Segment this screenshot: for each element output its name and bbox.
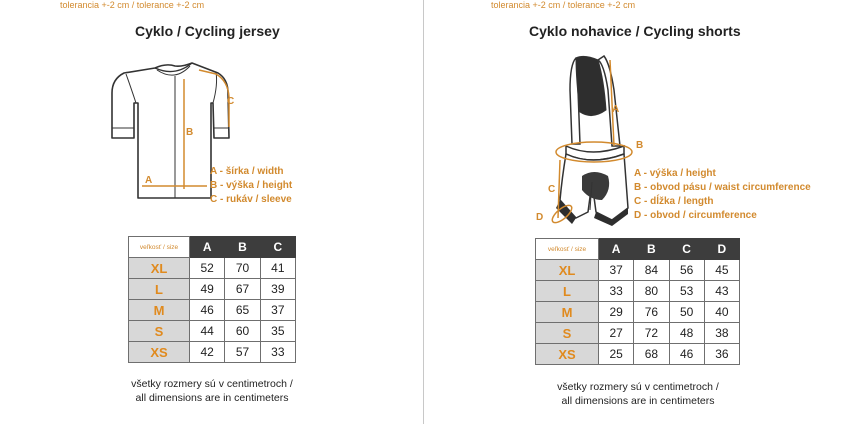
- size-cell: XS: [536, 344, 599, 365]
- jersey-legend: [210, 165, 292, 207]
- value-cell: 50: [669, 302, 704, 323]
- value-cell: 60: [225, 321, 260, 342]
- value-cell: 33: [260, 342, 295, 363]
- shorts-title: Cyklo nohavice / Cycling shorts: [529, 23, 741, 39]
- table-row: [536, 302, 740, 323]
- size-cell: S: [536, 323, 599, 344]
- value-cell: 43: [704, 281, 739, 302]
- column-header-d: D: [704, 239, 739, 260]
- jersey-label-c: C: [227, 96, 235, 107]
- shorts-dimensions-note: [540, 380, 736, 408]
- value-cell: 37: [599, 260, 634, 281]
- table-header-row: [129, 237, 296, 258]
- jersey-legend-a: A - šírka / width: [210, 166, 284, 177]
- column-header-b: B: [225, 237, 260, 258]
- size-cell: XL: [536, 260, 599, 281]
- value-cell: 67: [225, 279, 260, 300]
- value-cell: 27: [599, 323, 634, 344]
- jersey-legend-b: B - výška / height: [210, 180, 293, 191]
- column-header-c: C: [260, 237, 295, 258]
- size-cell: M: [536, 302, 599, 323]
- column-header-c: C: [669, 239, 704, 260]
- size-cell: L: [129, 279, 190, 300]
- value-cell: 25: [599, 344, 634, 365]
- shorts-size-table: [535, 238, 740, 365]
- column-header-a: A: [190, 237, 225, 258]
- note-line-1: všetky rozmery sú v centimetroch /: [131, 378, 293, 390]
- value-cell: 48: [669, 323, 704, 344]
- value-cell: 65: [225, 300, 260, 321]
- value-cell: 46: [190, 300, 225, 321]
- shorts-legend-d: D - obvod / circumference: [634, 210, 757, 221]
- value-cell: 72: [634, 323, 669, 344]
- column-header-b: B: [634, 239, 669, 260]
- shorts-legend-b: B - obvod pásu / waist circumference: [634, 182, 811, 193]
- size-cell: XS: [129, 342, 190, 363]
- value-cell: 36: [704, 344, 739, 365]
- size-column-header: veľkosť / size: [129, 237, 190, 258]
- shorts-label-d: D: [536, 212, 544, 223]
- value-cell: 52: [190, 258, 225, 279]
- shorts-label-a: A: [612, 104, 620, 115]
- size-cell: M: [129, 300, 190, 321]
- shorts-label-c: C: [548, 184, 556, 195]
- value-cell: 70: [225, 258, 260, 279]
- column-header-a: A: [599, 239, 634, 260]
- note-line-2: all dimensions are in centimeters: [135, 392, 289, 404]
- value-cell: 40: [704, 302, 739, 323]
- table-row: [129, 258, 296, 279]
- value-cell: 49: [190, 279, 225, 300]
- value-cell: 84: [634, 260, 669, 281]
- jersey-label-a: A: [145, 175, 153, 186]
- table-row: [536, 323, 740, 344]
- jersey-title: Cyklo / Cycling jersey: [135, 23, 280, 39]
- value-cell: 57: [225, 342, 260, 363]
- value-cell: 38: [704, 323, 739, 344]
- table-row: [129, 342, 296, 363]
- value-cell: 53: [669, 281, 704, 302]
- value-cell: 56: [669, 260, 704, 281]
- jersey-size-table: [128, 236, 296, 363]
- value-cell: 76: [634, 302, 669, 323]
- table-row: [536, 260, 740, 281]
- note-line-1: všetky rozmery sú v centimetroch /: [557, 381, 719, 393]
- value-cell: 68: [634, 344, 669, 365]
- center-divider: [423, 0, 424, 424]
- value-cell: 39: [260, 279, 295, 300]
- shorts-legend-a: A - výška / height: [634, 168, 716, 179]
- jersey-legend-c: C - rukáv / sleeve: [210, 194, 292, 205]
- value-cell: 42: [190, 342, 225, 363]
- jersey-dimensions-note: [116, 377, 308, 405]
- jersey-label-b: B: [186, 127, 194, 138]
- value-cell: 44: [190, 321, 225, 342]
- size-cell: XL: [129, 258, 190, 279]
- value-cell: 37: [260, 300, 295, 321]
- value-cell: 46: [669, 344, 704, 365]
- table-header-row: [536, 239, 740, 260]
- shorts-legend-c: C - dĺžka / length: [634, 196, 714, 207]
- table-row: [129, 321, 296, 342]
- shorts-label-b: B: [636, 140, 644, 151]
- value-cell: 29: [599, 302, 634, 323]
- value-cell: 41: [260, 258, 295, 279]
- note-line-2: all dimensions are in centimeters: [561, 395, 715, 407]
- size-column-header: veľkosť / size: [536, 239, 599, 260]
- value-cell: 33: [599, 281, 634, 302]
- shorts-legend: [634, 167, 811, 223]
- tolerance-note-right: tolerancia +-2 cm / tolerance +-2 cm: [491, 0, 636, 10]
- table-row: [536, 344, 740, 365]
- table-row: [129, 300, 296, 321]
- tolerance-note-left: tolerancia +-2 cm / tolerance +-2 cm: [60, 0, 205, 10]
- size-cell: L: [536, 281, 599, 302]
- table-row: [536, 281, 740, 302]
- value-cell: 45: [704, 260, 739, 281]
- value-cell: 80: [634, 281, 669, 302]
- size-cell: S: [129, 321, 190, 342]
- value-cell: 35: [260, 321, 295, 342]
- table-row: [129, 279, 296, 300]
